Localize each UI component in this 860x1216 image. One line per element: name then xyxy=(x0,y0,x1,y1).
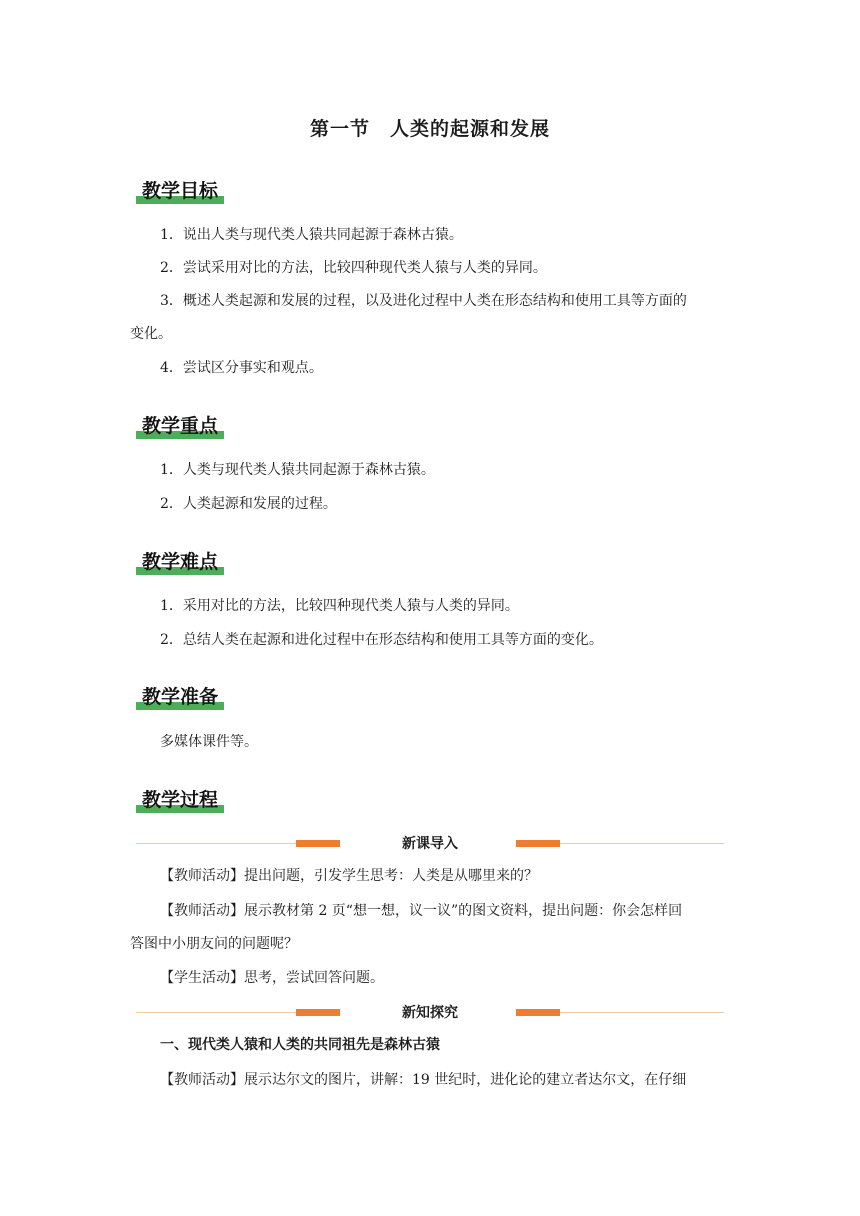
goal-item: 4．尝试区分事实和观点。 xyxy=(160,360,323,376)
section-heading-preparation xyxy=(136,682,224,710)
section-heading-goals xyxy=(136,176,224,204)
section-heading-key-points xyxy=(136,411,224,439)
divider-intro xyxy=(136,836,724,852)
intro-item: 【教师活动】展示教材第 2 页“想一想，议一议”的图文资料，提出问题：你会怎样回 xyxy=(160,903,683,919)
page-title: 第一节 人类的起源和发展 xyxy=(309,118,550,140)
intro-item: 【学生活动】思考，尝试回答问题。 xyxy=(160,970,384,986)
divider-block-right xyxy=(516,840,560,847)
heading-text: 教学难点 xyxy=(142,551,219,573)
difficulty-item: 2．总结人类在起源和进化过程中在形态结构和使用工具等方面的变化。 xyxy=(160,632,603,648)
intro-item: 【教师活动】提出问题，引发学生思考：人类是从哪里来的？ xyxy=(160,868,538,884)
divider-label: 新知探究 xyxy=(402,1005,458,1021)
divider-rule-right xyxy=(560,1012,724,1013)
explore-item: 【教师活动】展示达尔文的图片，讲解：19 世纪时，进化论的建立者达尔文，在仔细 xyxy=(160,1072,687,1088)
heading-text: 教学过程 xyxy=(142,789,219,811)
key-point-item: 2．人类起源和发展的过程。 xyxy=(160,496,337,512)
subheading: 一、现代类人猿和人类的共同祖先是森林古猿 xyxy=(160,1037,440,1053)
divider-rule-right xyxy=(560,843,724,844)
goal-item: 3．概述人类起源和发展的过程，以及进化过程中人类在形态结构和使用工具等方面的 xyxy=(160,293,687,309)
intro-item-continuation: 答图中小朋友问的问题呢？ xyxy=(130,936,298,952)
difficulty-item: 1．采用对比的方法，比较四种现代类人猿与人类的异同。 xyxy=(160,598,519,614)
divider-explore xyxy=(136,1005,724,1021)
divider-block-right xyxy=(516,1009,560,1016)
heading-text: 教学准备 xyxy=(142,686,219,708)
heading-text: 教学重点 xyxy=(142,415,219,437)
section-heading-process xyxy=(136,785,224,813)
goal-item-continuation: 变化。 xyxy=(130,326,172,342)
key-point-item: 1．人类与现代类人猿共同起源于森林古猿。 xyxy=(160,462,435,478)
divider-label: 新课导入 xyxy=(402,836,458,852)
preparation-item: 多媒体课件等。 xyxy=(160,734,258,750)
heading-text: 教学目标 xyxy=(142,180,219,202)
goal-item: 1．说出人类与现代类人猿共同起源于森林古猿。 xyxy=(160,227,463,243)
section-heading-difficulties xyxy=(136,547,224,575)
goal-item: 2．尝试采用对比的方法，比较四种现代类人猿与人类的异同。 xyxy=(160,260,547,276)
